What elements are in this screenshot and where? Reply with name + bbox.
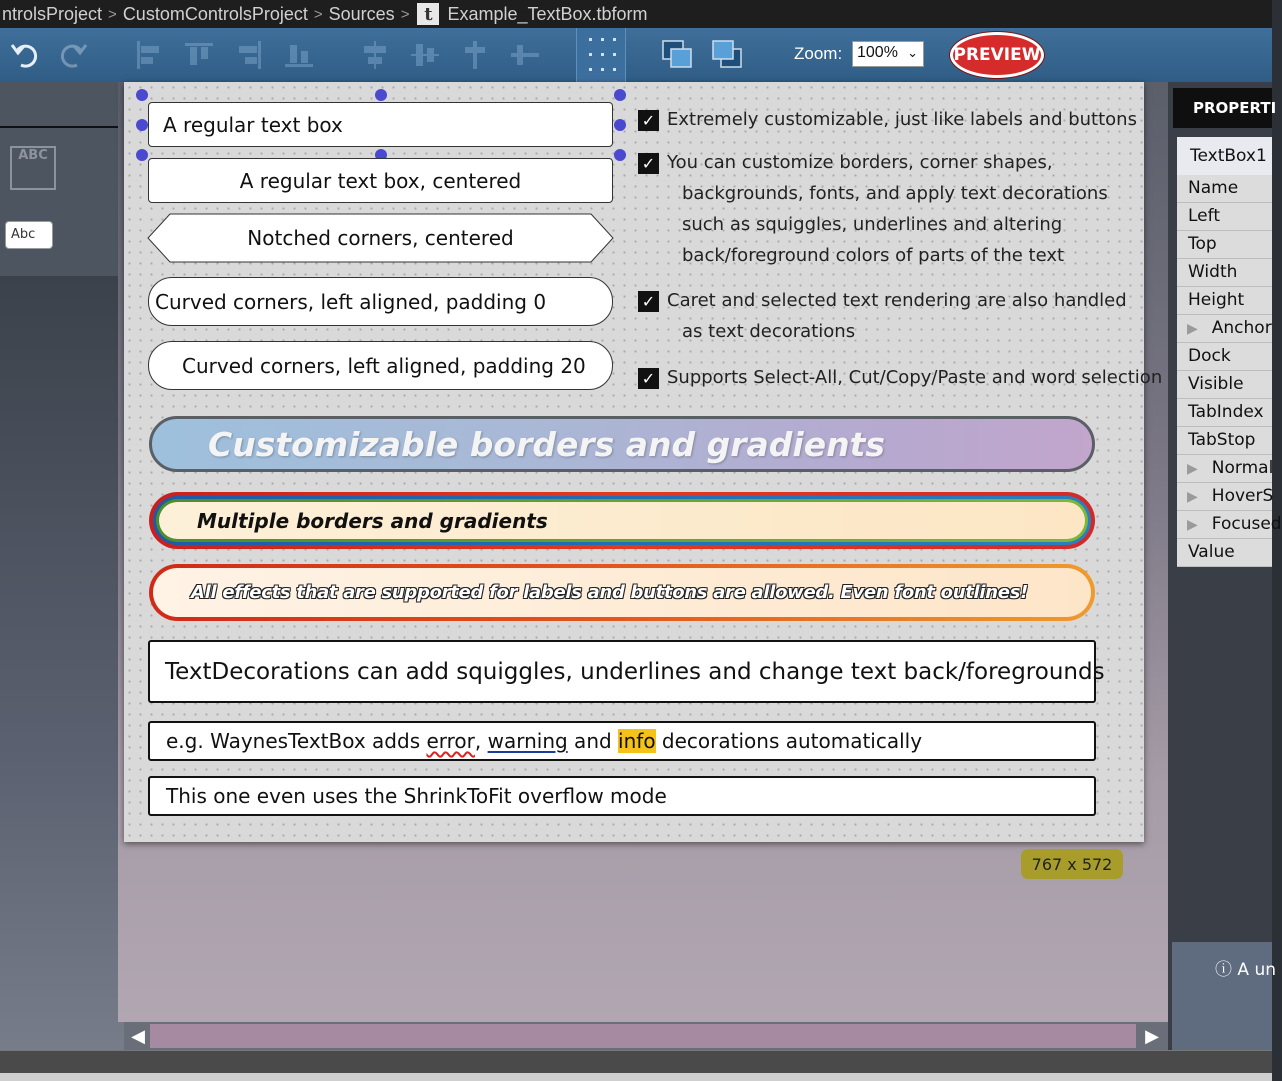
checkbox-select-all[interactable] — [638, 367, 1162, 393]
same-height-icon[interactable] — [506, 36, 544, 74]
toolbox-panel — [0, 82, 118, 276]
property-row[interactable] — [1177, 175, 1272, 203]
same-width-icon[interactable] — [456, 36, 494, 74]
property-label: Name — [1188, 178, 1239, 198]
align-bottom-icon[interactable] — [280, 36, 318, 74]
property-label: Anchor — [1211, 318, 1272, 338]
property-row[interactable] — [1177, 203, 1272, 231]
textbox-text: and — [567, 729, 619, 753]
property-row[interactable] — [1177, 399, 1272, 427]
property-row[interactable] — [1177, 427, 1272, 455]
breadcrumb-item[interactable]: CustomControlsProject — [122, 3, 308, 24]
center-vertical-icon[interactable] — [406, 36, 444, 74]
property-label: Value — [1188, 542, 1235, 562]
property-row[interactable] — [1177, 343, 1272, 371]
properties-header: PROPERTI — [1173, 88, 1272, 128]
textbox-tool-icon[interactable] — [5, 221, 53, 249]
label-tool-icon[interactable] — [10, 146, 56, 190]
textbox-text: e.g. WaynesTextBox adds — [166, 729, 427, 753]
property-row[interactable] — [1177, 259, 1272, 287]
form-size-badge: 767 x 572 — [1021, 849, 1123, 879]
redo-icon[interactable] — [54, 36, 92, 74]
textbox-text: A regular text box, centered — [239, 168, 522, 193]
textbox-decorations[interactable] — [148, 640, 1105, 703]
textbox-waynes[interactable] — [148, 721, 1096, 761]
selection-handle[interactable] — [136, 89, 148, 101]
property-label: Normal — [1211, 458, 1274, 478]
textbox-gradient[interactable] — [149, 416, 1095, 472]
property-label: Dock — [1188, 346, 1231, 366]
status-bar — [0, 1050, 1272, 1080]
checkbox-label: Supports Select-All, Cut/Copy/Paste and word selection — [667, 367, 1163, 388]
expand-arrow-icon[interactable]: ▶ — [1187, 321, 1198, 337]
property-label: TabIndex — [1188, 402, 1264, 422]
scroll-left-icon[interactable]: ◀ — [131, 1025, 145, 1047]
checkmark-icon[interactable]: ✓ — [638, 291, 659, 312]
textbox-inner — [159, 502, 1085, 539]
textbox-text: decorations automatically — [655, 729, 923, 753]
chevron-right-icon: > — [400, 5, 410, 23]
property-label: HoverS — [1211, 486, 1274, 506]
align-left-icon[interactable] — [130, 36, 168, 74]
selection-handle[interactable] — [136, 149, 148, 161]
property-label: Focused — [1211, 514, 1282, 534]
textbox-text: This one even uses the ShrinkToFit overflow mode — [166, 784, 667, 808]
property-row[interactable] — [1177, 287, 1272, 315]
zoom-select[interactable] — [852, 41, 924, 67]
textbox-text: Curved corners, left aligned, padding 20 — [182, 353, 586, 378]
checkmark-icon[interactable]: ✓ — [638, 110, 659, 131]
horizontal-scrollbar[interactable] — [124, 1022, 1168, 1050]
left-panel-background — [0, 276, 124, 1080]
property-label: Left — [1188, 206, 1220, 226]
textbox-curved-padding-20[interactable] — [148, 341, 613, 390]
checkbox-label: You can customize borders, corner shapes, backgrounds, fonts, and apply text decorations such as squiggles, underlines and altering back/foreground colors of parts of the text — [667, 152, 1108, 266]
center-horizontal-icon[interactable] — [356, 36, 394, 74]
chevron-right-icon: > — [313, 5, 323, 23]
property-label: Top — [1188, 234, 1217, 254]
align-right-icon[interactable] — [230, 36, 268, 74]
checkmark-icon[interactable]: ✓ — [638, 153, 659, 174]
undo-icon[interactable] — [6, 36, 44, 74]
border-layer — [153, 496, 1091, 545]
designer-toolbar — [0, 28, 1272, 82]
property-row[interactable] — [1177, 315, 1272, 343]
textbox-shrink-to-fit[interactable] — [148, 776, 1096, 816]
textbox-text: A regular text box — [163, 112, 343, 137]
breadcrumb-item[interactable]: ntrolsProject — [2, 3, 103, 24]
expand-arrow-icon[interactable]: ▶ — [1187, 489, 1198, 505]
textbox-text: Curved corners, left aligned, padding 0 — [155, 289, 547, 314]
selection-handle[interactable] — [614, 149, 626, 161]
textbox-text: TextDecorations can add squiggles, underlines and change text back/foregrounds — [165, 658, 1105, 685]
scroll-right-icon[interactable]: ▶ — [1145, 1025, 1159, 1047]
grid-icon[interactable] — [576, 28, 626, 82]
chevron-down-icon: ⌄ — [907, 45, 918, 60]
textbox-multiple-borders[interactable] — [149, 492, 1095, 549]
selected-control-name[interactable]: TextBox1 — [1177, 137, 1272, 175]
textbox-centered[interactable] — [148, 158, 613, 203]
checkmark-icon[interactable]: ✓ — [638, 368, 659, 389]
property-label: TabStop — [1188, 430, 1256, 450]
textbox-regular[interactable] — [148, 102, 613, 147]
textbox-text: All effects that are supported for labels and buttons are allowed. Even font outlines! — [191, 582, 1029, 603]
preview-button[interactable]: PREVIEW — [950, 32, 1044, 78]
form-file-icon: t — [417, 3, 439, 25]
checkbox-caret[interactable] — [638, 290, 1127, 347]
textbox-text: , — [474, 729, 488, 753]
textbox-notched[interactable] — [170, 214, 591, 262]
send-to-back-icon[interactable] — [708, 36, 746, 74]
property-row[interactable] — [1177, 455, 1272, 483]
property-label: Visible — [1188, 374, 1244, 394]
checkbox-label: Caret and selected text rendering are also handled as text decorations — [667, 290, 1127, 342]
textbox-text: Customizable borders and gradients — [208, 424, 886, 464]
property-label: Width — [1188, 262, 1238, 282]
textbox-curved-padding-0[interactable] — [148, 277, 613, 326]
property-row[interactable] — [1177, 231, 1272, 259]
property-label: Height — [1188, 290, 1245, 310]
breadcrumb — [0, 0, 1272, 28]
warning-decoration: warning — [487, 729, 568, 753]
label-tool-text: ABC — [18, 148, 48, 163]
zoom-value: 100% — [857, 44, 898, 61]
selection-handle[interactable] — [614, 89, 626, 101]
checkbox-customizable[interactable] — [638, 109, 1137, 135]
properties-tip: ⓘ A un — [1215, 960, 1276, 980]
breadcrumb-file[interactable]: Example_TextBox.tbform — [447, 3, 648, 24]
checkbox-label: Extremely customizable, just like labels and buttons — [667, 109, 1137, 130]
scrollbar-track[interactable] — [150, 1024, 1136, 1048]
breadcrumb-item[interactable]: Sources — [328, 3, 395, 24]
textbox-tool-text: Abc — [11, 227, 36, 242]
textbox-all-effects[interactable] — [149, 564, 1095, 621]
zoom-label: Zoom: — [794, 44, 843, 63]
status-bar-text-area — [0, 1073, 1272, 1081]
property-row[interactable] — [1177, 539, 1272, 567]
textbox-text: Multiple borders and gradients — [197, 508, 548, 533]
border-layer — [156, 499, 1088, 542]
property-row[interactable] — [1177, 371, 1272, 399]
selection-handle[interactable] — [614, 119, 626, 131]
toolbox-divider — [0, 126, 118, 128]
checkbox-borders[interactable] — [638, 152, 1108, 271]
bring-to-front-icon[interactable] — [658, 36, 696, 74]
expand-arrow-icon[interactable]: ▶ — [1187, 461, 1198, 477]
textbox-text: Notched corners, centered — [247, 226, 514, 250]
textbox-inner — [153, 568, 1091, 617]
chevron-right-icon: > — [108, 5, 117, 23]
property-row[interactable] — [1177, 483, 1272, 511]
error-decoration: error — [426, 729, 475, 753]
property-row[interactable] — [1177, 511, 1282, 539]
selection-handle[interactable] — [136, 119, 148, 131]
selection-handle[interactable] — [375, 89, 387, 101]
expand-arrow-icon[interactable]: ▶ — [1187, 517, 1198, 533]
align-top-icon[interactable] — [180, 36, 218, 74]
info-decoration: info — [618, 729, 656, 753]
